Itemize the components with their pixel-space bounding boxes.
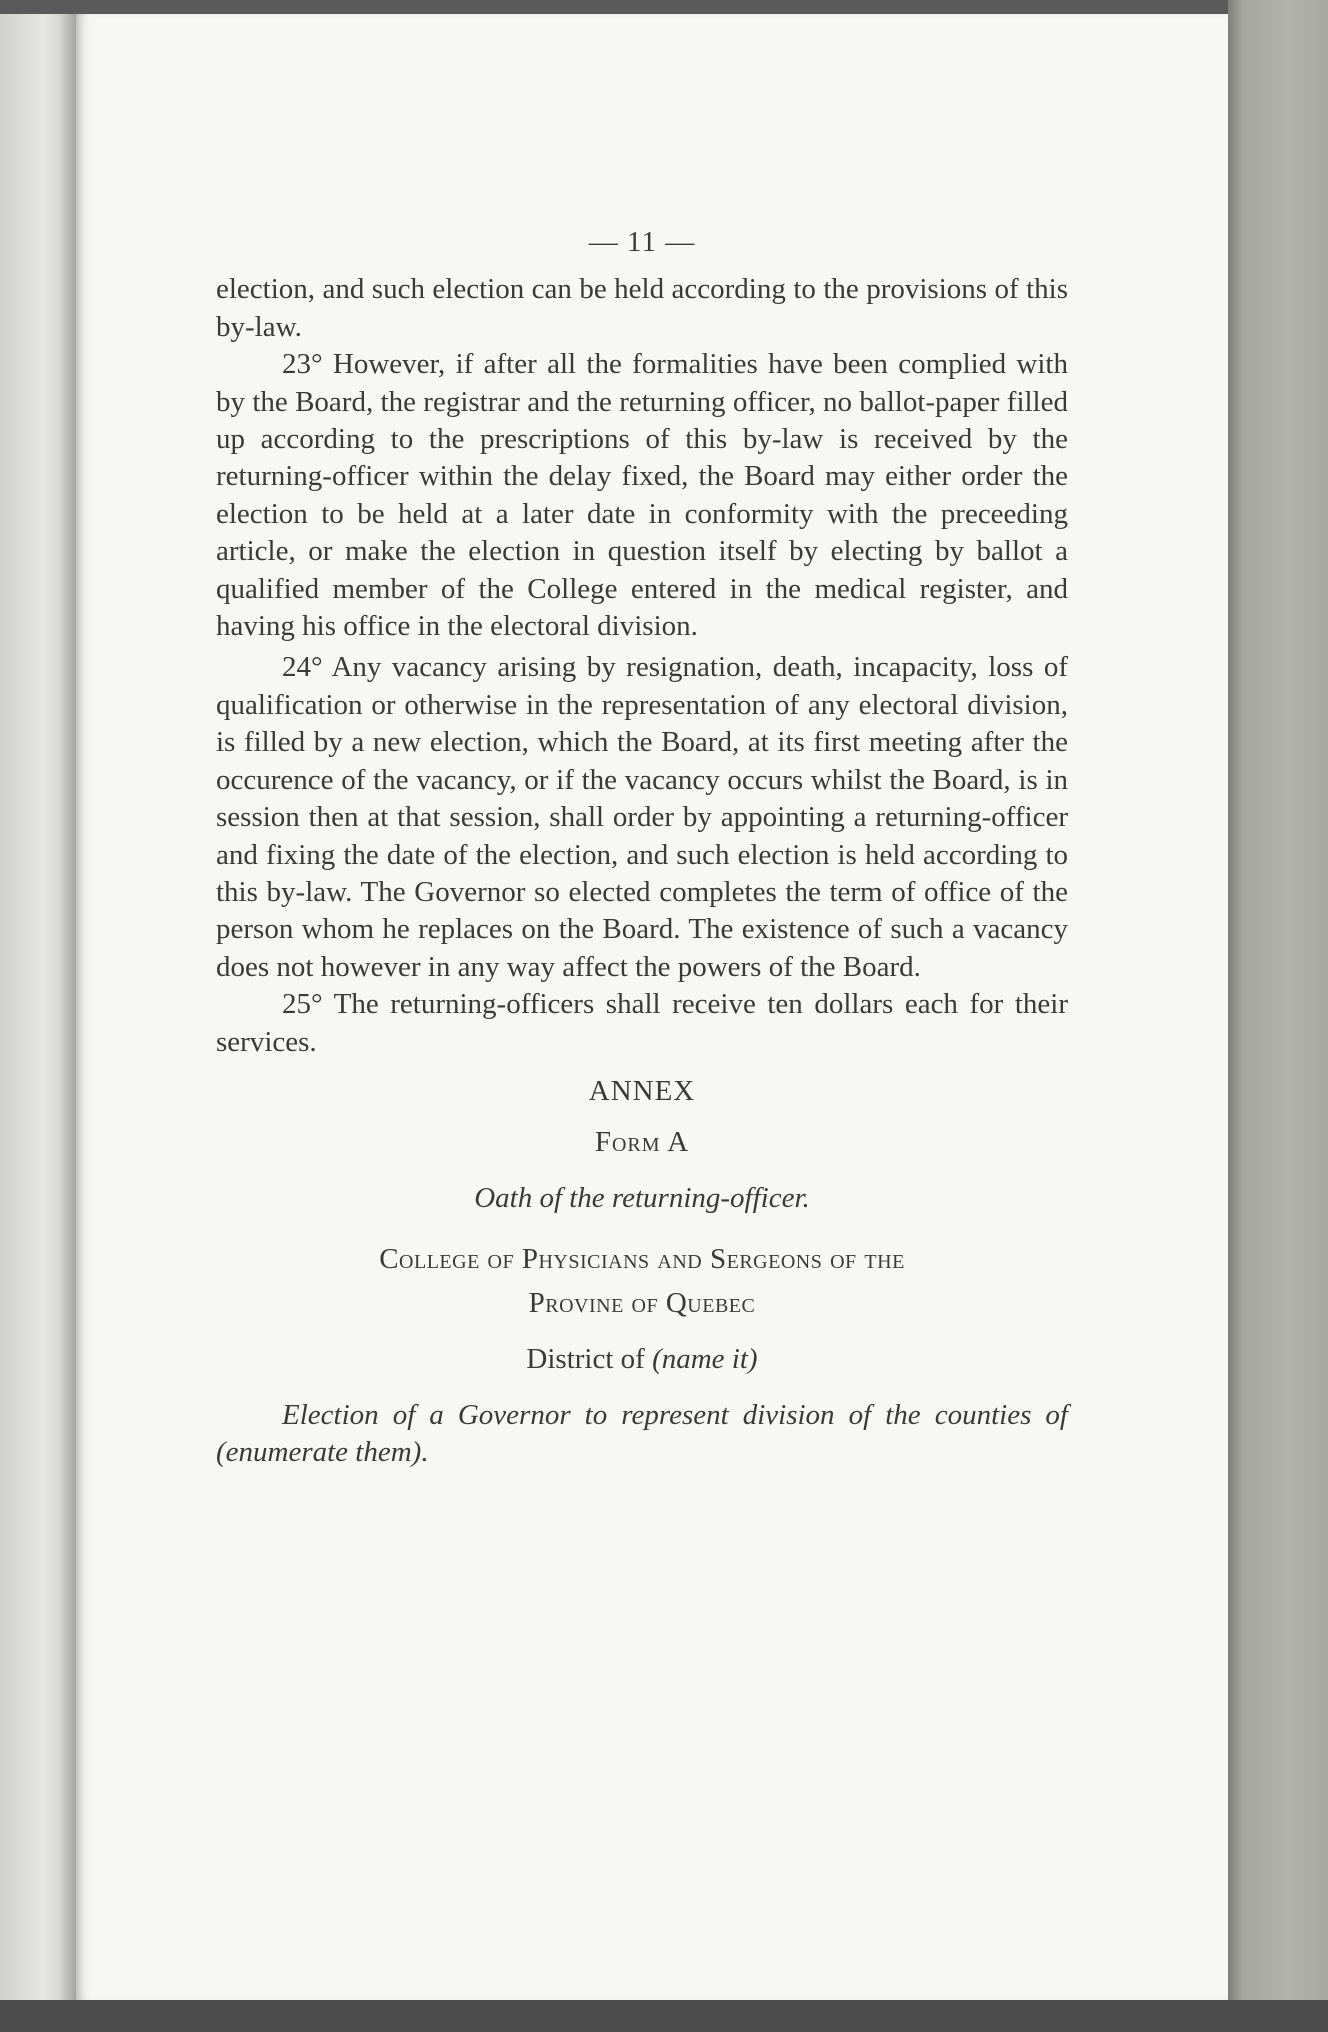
paragraph-25: 25° The returning-officers shall receive ten dollars each for their services.: [216, 988, 1068, 1058]
district-line: [216, 1341, 1068, 1378]
college-heading: [216, 1237, 1068, 1325]
paragraph-24: 24° Any vacancy arising by resignation, death, incapacity, loss of qualification or otherwise in the representation of any electoral division, is filled by a new election, which the Board, at its first meeting after the occurence of the vacancy, or if the vacancy occurs whilst the Board, is in session then at that session, shall order by appointing a returning-officer and fixing the date of the election, and such election is held according to this by-law. The Governor so elected completes the term of office of the person whom he replaces on the Board. The existence of such a vacancy does not however in any way affect the powers of the Board.: [216, 651, 1068, 983]
paragraph-23: 23° However, if after all the formalities have been complied with by the Board, the registrar and the returning officer, no ballot-paper filled up according to the prescriptions of this by-law is received by the returning-officer within the delay fixed, the Board may either order the election to be held at a later date in conformity with the preceeding article, or make the election in question itself by electing by ballot a qualified member of the College entered in the medical register, and having his office in the electoral division.: [216, 348, 1068, 643]
form-title: Form A: [594, 1126, 690, 1159]
college-heading-line-1: College of Physicians and Sergeons of the: [379, 1243, 905, 1276]
district-name-placeholder: (name it): [652, 1343, 758, 1376]
book-gutter: [0, 14, 78, 2004]
election-line: Election of a Governor to represent division of the counties of (enumerate them).: [216, 1398, 1068, 1468]
book-page: [76, 14, 1228, 2000]
scanner-right-edge: [1228, 0, 1328, 2032]
page-number: — 11 —: [588, 226, 696, 258]
annex-heading: ANNEX: [588, 1074, 696, 1107]
scanner-bottom-edge: [0, 2000, 1328, 2032]
page-text: [216, 224, 1068, 1471]
college-heading-line-2: Provine of Quebec: [528, 1287, 756, 1320]
oath-title: Oath of the returning-officer.: [474, 1181, 810, 1214]
paragraph-continuation: election, and such election can be held according to the provisions of this by-law.: [216, 273, 1068, 343]
district-prefix: District of: [526, 1343, 653, 1376]
